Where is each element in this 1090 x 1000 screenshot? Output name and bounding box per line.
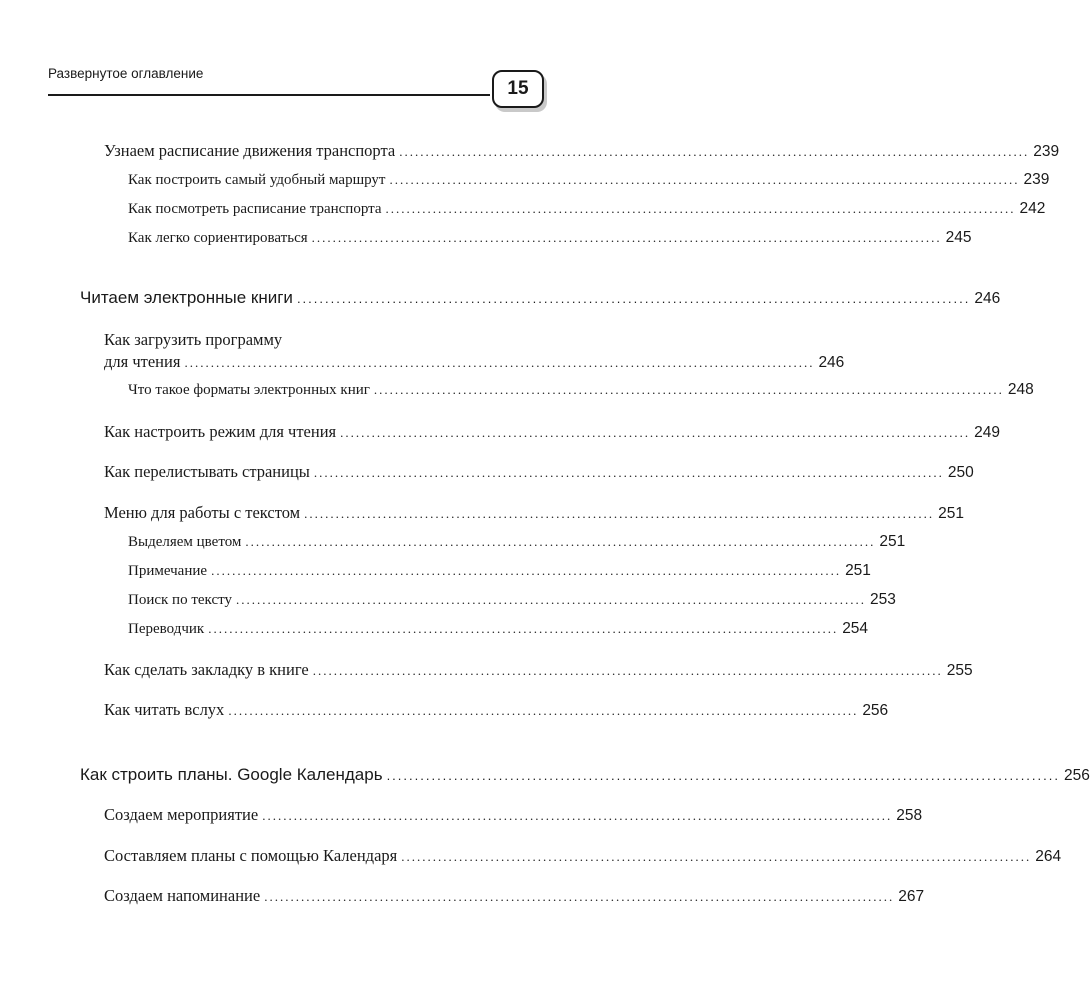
- toc-leader-dots: ........................................................................................................................: [311, 230, 942, 245]
- toc-entry: [104, 503, 964, 523]
- toc-entry-page: 248: [1007, 381, 1034, 398]
- toc-leader-dots: ........................................................................................................................: [228, 703, 859, 718]
- toc-entry-label: Как посмотреть расписание транспорта: [128, 201, 382, 217]
- toc-leader-dots: ........................................................................................................................: [245, 534, 876, 549]
- toc-entry-page: 242: [1019, 200, 1046, 217]
- toc-entry-label: Переводчик: [128, 621, 205, 637]
- toc-entry-page: 251: [879, 533, 906, 550]
- toc-entry: [128, 381, 1034, 399]
- toc-entry-page: 239: [1033, 143, 1060, 160]
- toc-entry-page: 251: [845, 562, 871, 579]
- toc-entry: [128, 171, 1050, 189]
- toc-entry: [128, 620, 869, 638]
- toc-entry-page: 267: [898, 888, 925, 905]
- toc-entry-label: Составляем планы с помощью Календаря: [104, 846, 398, 865]
- toc-entry-label: Создаем напоминание: [104, 886, 261, 905]
- toc-section-entry: [80, 288, 1001, 308]
- toc-entry-page: 245: [945, 229, 972, 246]
- toc-entry-label-line2: для чтения: [104, 352, 181, 371]
- toc-entry-page: 249: [974, 424, 1001, 441]
- toc-leader-dots: ........................................................................................................................: [401, 849, 1032, 864]
- toc-entry-label: Выделяем цветом: [128, 534, 242, 550]
- toc-leader-dots: ........................................................................................................................: [399, 144, 1030, 159]
- toc-entry-page: 264: [1035, 848, 1062, 865]
- toc-entry-label: Как сделать закладку в книге: [104, 660, 309, 679]
- toc-leader-dots: ........................................................................................................................: [211, 563, 842, 578]
- toc-entry-page: 258: [896, 807, 923, 824]
- toc-entry: [104, 422, 1001, 442]
- toc-entry: [104, 462, 974, 482]
- toc-leader-dots: ........................................................................................................................: [262, 808, 893, 823]
- toc-entry: [104, 660, 973, 680]
- toc-entry-page: 253: [869, 591, 896, 608]
- toc-entry: [104, 141, 1060, 161]
- toc-entry: [104, 846, 1062, 866]
- toc-entry-label: Как настроить режим для чтения: [104, 422, 337, 441]
- toc-entry-label: Как перелистывать страницы: [104, 462, 310, 481]
- toc-leader-dots: ........................................................................................................................: [373, 382, 1004, 397]
- toc-leader-dots: ........................................................................................................................: [184, 355, 815, 370]
- toc-entry: [104, 352, 845, 372]
- toc-entry-label: Создаем мероприятие: [104, 805, 259, 824]
- toc-entry: [104, 805, 923, 825]
- toc-entry: [128, 200, 1046, 218]
- toc-entry: [128, 229, 972, 247]
- toc-leader-dots: ........................................................................................................................: [385, 201, 1016, 216]
- toc-entry-label: Как строить планы. Google Календарь: [80, 765, 383, 784]
- toc-leader-dots: ........................................................................................................................: [235, 592, 866, 607]
- toc-entry-label: Примечание: [128, 563, 208, 579]
- toc-entry-page: 246: [818, 354, 845, 371]
- toc-entry-label: Что такое форматы электронных книг: [128, 382, 370, 398]
- toc-entry-page: 239: [1023, 171, 1050, 188]
- toc-entry: [104, 700, 889, 720]
- toc-entry-label: Меню для работы с текстом: [104, 503, 301, 522]
- toc-leader-dots: ........................................................................................................................: [312, 663, 943, 678]
- page-number-badge: 15: [492, 70, 544, 108]
- toc-entry-label: Поиск по тексту: [128, 592, 232, 608]
- header-rule: [48, 94, 490, 96]
- toc-entry-page: 246: [974, 290, 1001, 307]
- toc-entry-page: 256: [1063, 767, 1090, 784]
- toc-entry-label: Как читать вслух: [104, 700, 225, 719]
- toc-entry-label-line1: Как загрузить программу: [104, 330, 283, 349]
- running-header-title: Развернутое оглавление: [48, 66, 204, 81]
- toc-leader-dots: ........................................................................................................................: [304, 506, 935, 521]
- toc-entry-page: 256: [862, 702, 889, 719]
- toc-entry: [128, 591, 896, 609]
- toc-entry-label: Читаем электронные книги: [80, 288, 293, 307]
- toc-leader-dots: ........................................................................................................................: [386, 768, 1060, 783]
- toc-leader-dots: ........................................................................................................................: [313, 465, 944, 480]
- toc-leader-dots: ........................................................................................................................: [389, 172, 1020, 187]
- toc-entry-page: 254: [842, 620, 869, 637]
- toc-entry-page: 251: [938, 505, 964, 522]
- toc-leader-dots: ........................................................................................................................: [208, 621, 839, 636]
- toc-leader-dots: ........................................................................................................................: [296, 291, 971, 306]
- toc-leader-dots: ........................................................................................................................: [264, 889, 895, 904]
- toc-entry: [104, 886, 925, 906]
- toc-entry: [128, 562, 871, 580]
- toc-entry-label: Как легко сориентироваться: [128, 230, 308, 246]
- toc-entry-page: 250: [947, 464, 974, 481]
- toc-entry-label: Узнаем расписание движения транспорта: [104, 141, 396, 160]
- toc-entry-page: 255: [946, 662, 973, 679]
- toc-entry: [128, 533, 906, 551]
- toc-section-entry: [80, 765, 1090, 785]
- toc-entry-label: Как построить самый удобный маршрут: [128, 172, 386, 188]
- toc-leader-dots: ........................................................................................................................: [340, 425, 971, 440]
